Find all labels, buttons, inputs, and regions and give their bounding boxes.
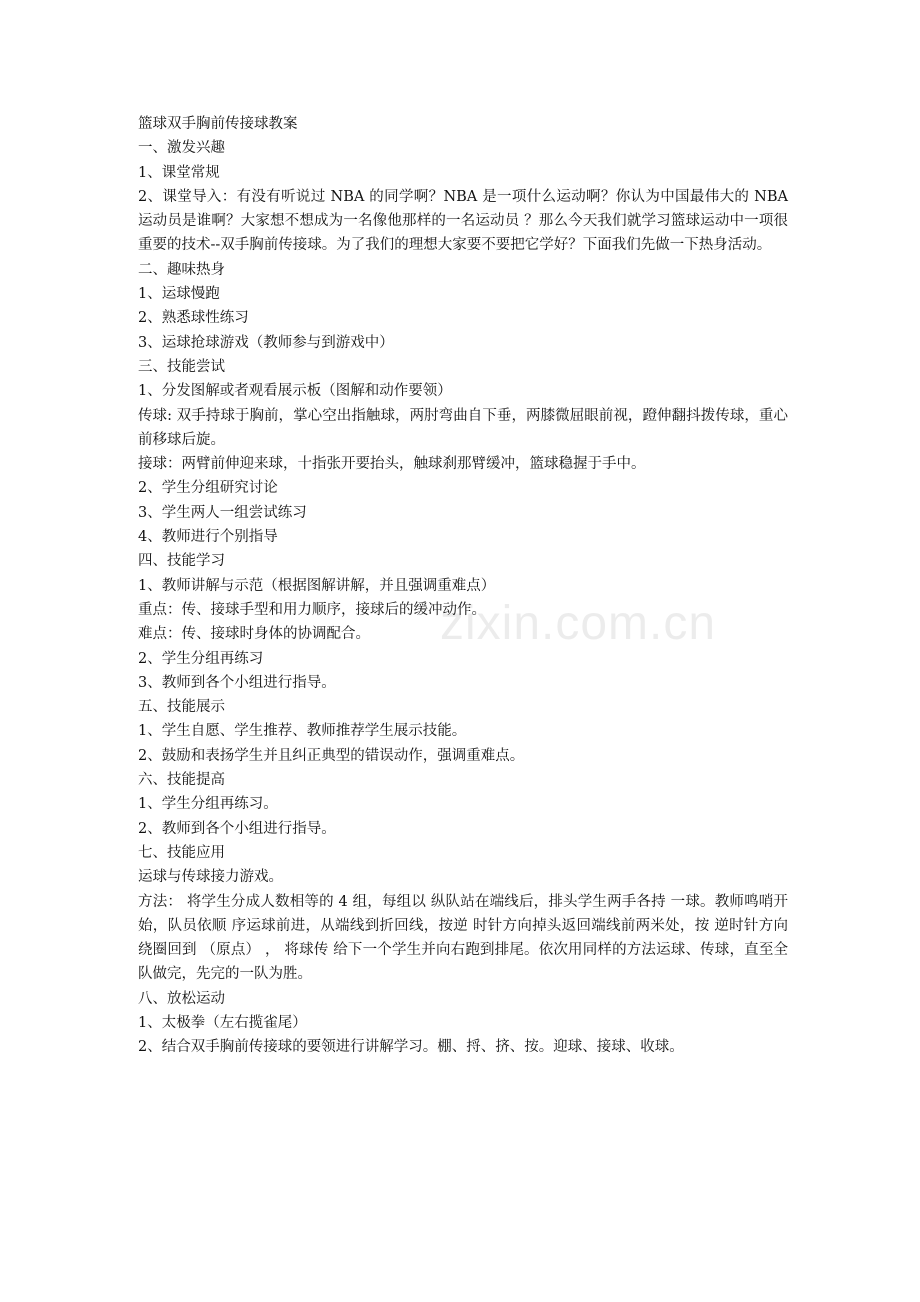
list-item: 4、教师进行个别指导	[138, 529, 278, 546]
list-item: 2、学生分组再练习	[138, 650, 264, 667]
list-item: 1、学生自愿、学生推荐、教师推荐学生展示技能。	[138, 723, 467, 740]
section-heading: 七、技能应用	[138, 844, 225, 861]
section-heading: 五、技能展示	[138, 699, 225, 716]
list-item: 3、学生两人一组尝试练习	[138, 504, 307, 521]
list-item: 3、运球抢球游戏（教师参与到游戏中）	[138, 334, 394, 351]
list-item: 1、太极拳（左右揽雀尾）	[138, 1014, 307, 1031]
list-item: 1、教师讲解与示范（根据图解讲解，并且强调重难点）	[138, 577, 496, 594]
list-item: 1、分发图解或者观看展示板（图解和动作要领）	[138, 383, 452, 400]
document-body	[138, 112, 788, 1060]
list-item: 2、学生分组研究讨论	[138, 480, 278, 497]
section-heading: 二、趣味热身	[138, 261, 225, 278]
list-item: 2、教师到各个小组进行指导。	[138, 820, 336, 837]
list-item: 2、结合双手胸前传接球的要领进行讲解学习。棚、捋、挤、按。迎球、接球、收球。	[138, 1039, 684, 1056]
list-item: 3、教师到各个小组进行指导。	[138, 674, 336, 691]
list-item: 1、课堂常规	[138, 164, 220, 181]
section-heading: 四、技能学习	[138, 553, 225, 570]
section-heading: 六、技能提高	[138, 772, 225, 789]
section-heading: 一、激发兴趣	[138, 140, 225, 157]
paragraph: 重点：传、接球手型和用力顺序，接球后的缓冲动作。	[138, 601, 486, 618]
list-item: 1、运球慢跑	[138, 286, 220, 303]
paragraph: 运球与传球接力游戏。	[138, 869, 283, 886]
paragraph: 难点：传、接球时身体的协调配合。	[138, 626, 370, 643]
paragraph: 传球: 双手持球于胸前，掌心空出指触球，两肘弯曲自下垂，两膝微屈眼前视，蹬伸翻抖拨传球，重心前移球后旋。	[138, 407, 788, 448]
section-heading: 三、技能尝试	[138, 358, 225, 375]
section-heading: 八、放松运动	[138, 990, 225, 1007]
list-item: 2、熟悉球性练习	[138, 310, 249, 327]
paragraph: 2、课堂导入：有没有听说过 NBA 的同学啊？NBA 是一项什么运动啊？你认为中国最伟大的 NBA 运动员是谁啊？大家想不想成为一名像他那样的一名运动员 ？那么今天我们就学习篮球运动中一项很重要的技术--双手胸前传接球。为了我们的理想大家要不要把它学好？下面我们先做一下热身活动。	[138, 188, 788, 254]
watermark: zixin.com.cn	[440, 597, 717, 650]
document-title: 篮球双手胸前传接球教案	[138, 116, 298, 132]
list-item: 2、鼓励和表扬学生并且纠正典型的错误动作，强调重难点。	[138, 747, 525, 764]
paragraph: 接球：两臂前伸迎来球，十指张开要抬头，触球刹那臂缓冲，篮球稳握于手中。	[138, 456, 646, 473]
list-item: 1、学生分组再练习。	[138, 796, 278, 813]
paragraph: 方法： 将学生分成人数相等的 4 组，每组以 纵队站在端线后，排头学生两手各持 一球。教师鸣哨开始，队员依顺 序运球前进，从端线到折回线，按逆 时针方向掉头返回端线前两米处，按 逆时针方向绕圈回到 （原点） ， 将球传 给下一个学生并向右跑到排尾。依次用同样的方法运球、传球，直至全队做完，先完的一队为胜。	[138, 893, 788, 983]
